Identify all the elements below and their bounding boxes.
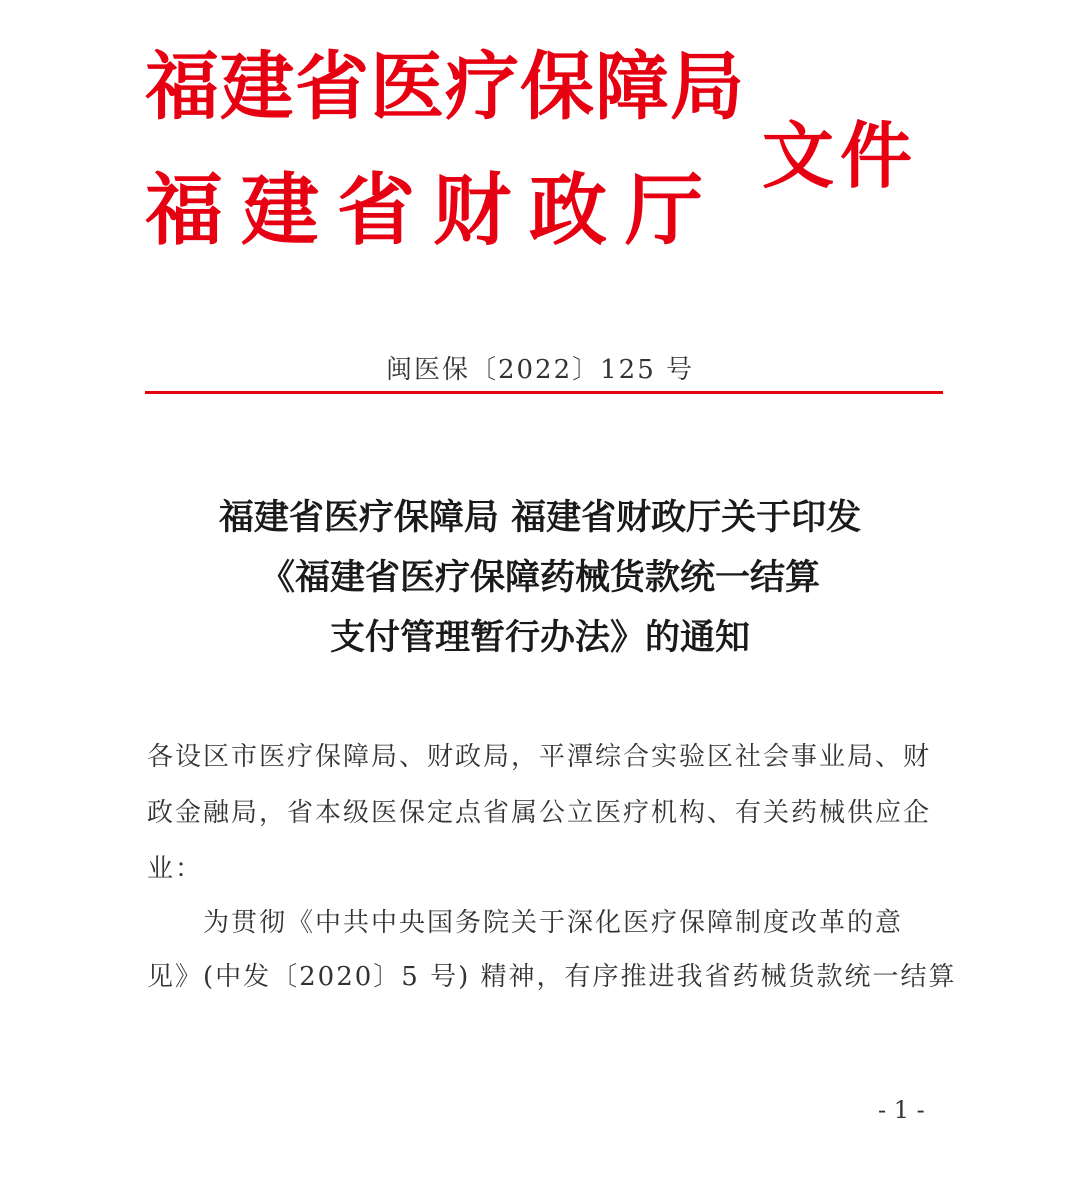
document-number: 闽医保〔2022〕125 号	[385, 355, 695, 385]
body-paragraph-line-1: 为贯彻《中共中央国务院关于深化医疗保障制度改革的意	[203, 908, 904, 938]
addressee-line-2: 政金融局，省本级医保定点省属公立医疗机构、有关药械供应企	[147, 798, 932, 828]
issuer-name-line-2: 福建省财政厅	[145, 166, 722, 256]
page-number: - 1 -	[878, 1096, 925, 1124]
document-type-label: 文件	[762, 114, 919, 198]
addressee-line-1: 各设区市医疗保障局、财政局，平潭综合实验区社会事业局、财	[147, 742, 932, 772]
issuer-name-line-1: 福建省医疗保障局	[145, 44, 745, 130]
addressee-line-3: 业：	[147, 854, 204, 884]
document-title-line-1: 福建省医疗保障局 福建省财政厅关于印发	[218, 497, 862, 538]
body-paragraph-line-2: 见》(中发〔2020〕5 号) 精神，有序推进我省药械货款统一结算	[147, 962, 957, 992]
document-title-line-2: 《福建省医疗保障药械货款统一结算	[259, 557, 820, 598]
document-title-line-3: 支付管理暂行办法》的通知	[329, 617, 750, 658]
header-divider	[145, 391, 943, 394]
